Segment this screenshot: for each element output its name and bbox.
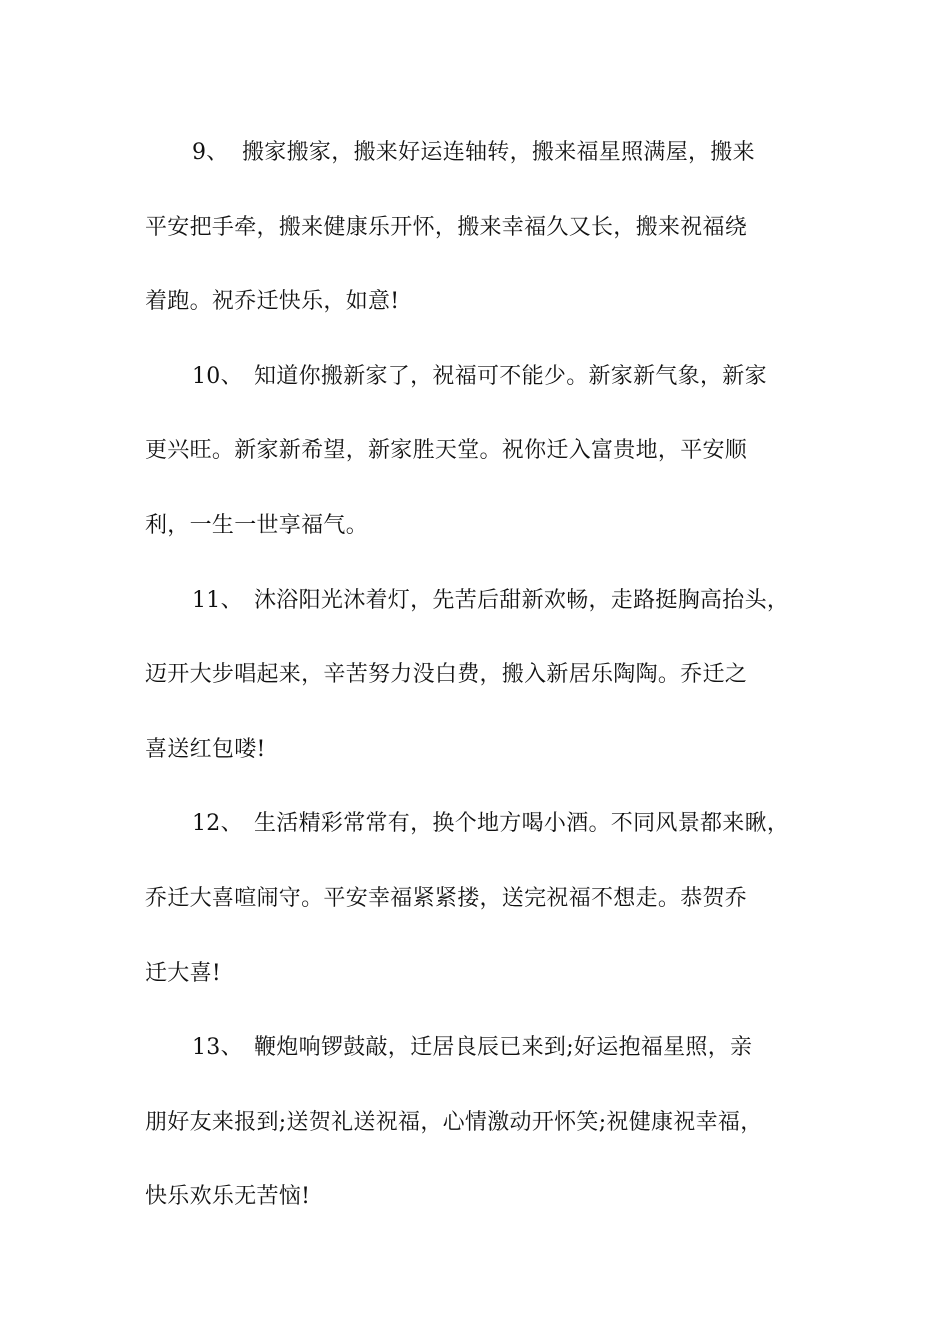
item-number: 11、 — [192, 587, 243, 613]
paragraph-line: 乔迁大喜喧闹守。平安幸福紧紧搂，送完祝福不想走。恭贺乔 — [145, 885, 748, 911]
paragraph-text: 沐浴阳光沐着灯，先苦后甜新欢畅，走路挺胸高抬头， — [254, 587, 790, 613]
list-item-9 — [145, 116, 817, 340]
item-number: 9、 — [192, 140, 229, 165]
item-number: 13、 — [192, 1035, 243, 1061]
item-number: 10、 — [192, 363, 243, 389]
document-body — [145, 116, 817, 1235]
paragraph-line — [145, 1011, 817, 1086]
paragraph-line: 喜送红包喽! — [145, 736, 266, 762]
paragraph-text: 知道你搬新家了，祝福可不能少。新家新气象，新家 — [254, 363, 767, 389]
list-item-10 — [145, 340, 817, 564]
paragraph-text: 生活精彩常常有，换个地方喝小酒。不同风景都来瞅， — [254, 811, 790, 837]
item-number: 12、 — [192, 811, 243, 837]
paragraph-line: 利，一生一世享福气。 — [145, 512, 369, 538]
paragraph-line: 朋好友来报到;送贺礼送祝福，心情激动开怀笑;祝健康祝幸福， — [145, 1109, 763, 1135]
paragraph-line: 迈开大步唱起来，辛苦努力没白费，搬入新居乐陶陶。乔迁之 — [145, 662, 748, 688]
paragraph-line: 着跑。祝乔迁快乐，如意! — [145, 289, 400, 315]
paragraph-line: 平安把手牵，搬来健康乐开怀，搬来幸福久又长，搬来祝福绕 — [145, 214, 748, 240]
paragraph-line — [145, 116, 817, 191]
paragraph-line — [145, 340, 817, 415]
paragraph-text: 鞭炮响锣鼓敲，迁居良辰已来到;好运抱福星照，亲 — [254, 1035, 753, 1061]
paragraph-line — [145, 787, 817, 862]
paragraph-line: 更兴旺。新家新希望，新家胜天堂。祝你迁入富贵地，平安顺 — [145, 438, 748, 464]
list-item-12 — [145, 787, 817, 1011]
paragraph-line — [145, 564, 817, 639]
paragraph-text: 搬家搬家，搬来好运连轴转，搬来福星照满屋，搬来 — [242, 140, 755, 165]
paragraph-line: 快乐欢乐无苦恼! — [145, 1184, 311, 1210]
list-item-11 — [145, 564, 817, 788]
list-item-13 — [145, 1011, 817, 1235]
paragraph-line: 迁大喜! — [145, 960, 222, 986]
